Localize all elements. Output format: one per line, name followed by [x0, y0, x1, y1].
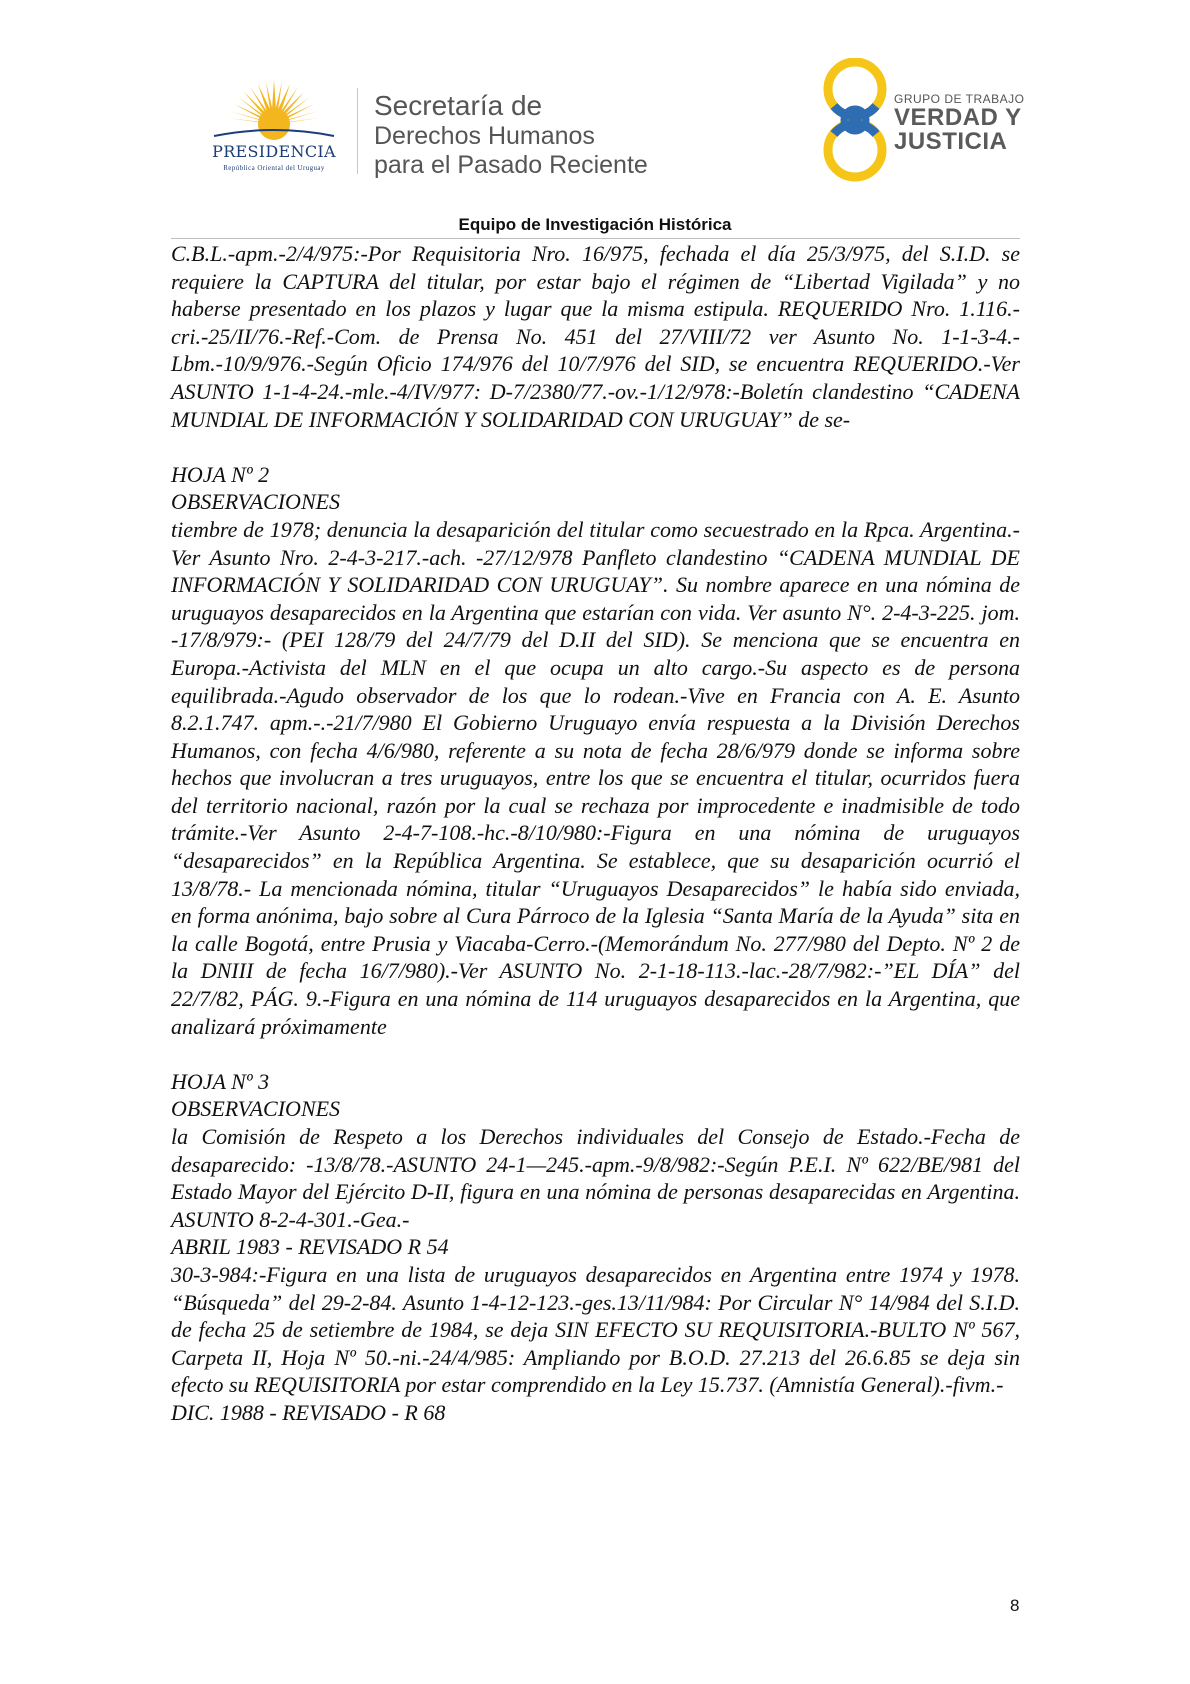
spacer [171, 433, 1020, 461]
page-number: 8 [1010, 1596, 1020, 1615]
hoja-2-heading: HOJA Nº 2 [171, 461, 270, 487]
revision-2: DIC. 1988 - REVISADO - R 68 [171, 1399, 446, 1425]
rings-icon [820, 58, 890, 183]
hoja-3-heading: HOJA Nº 3 [171, 1068, 270, 1094]
secretaria-line-3: para el Pasado Reciente [374, 151, 648, 179]
page-header [0, 0, 1190, 234]
paragraph-2: tiembre de 1978; denuncia la desaparición del titular como secuestrado en la Rpca. Argentina.- Ver Asunto Nro. 2-4-3-217.-ach. -27/12/978 Panfleto clandestino “CADENA MUNDIAL DE INFORMACIÓN Y SOLIDARIDAD CON URUGUAY”. Su nombre aparece en una nómina de uruguayos desaparecidos en la Argentina que estarían con vida. Ver asunto N°. 2-4-3-225. jom. -17/8/979:- (PEI 128/79 del 24/7/79 del D.II del SID). Se menciona que se encuentra en Europa.-Activista del MLN en el que ocupa un alto cargo.-Su aspecto es de persona equilibrada.-Agudo observador de los que lo rodean.-Vive en Francia con A. E. Asunto 8.2.1.747. apm.-.-21/7/980 El Gobierno Uruguayo envía respuesta a la División Derechos Humanos, con fecha 4/6/980, referente a su nota de fecha 28/6/979 donde se informa sobre hechos que involucran a tres uruguayos, entre los que se encuentra el titular, ocurridos fuera del territorio nacional, razón por la cual se rechaza por improcedente e inadmisible de todo trámite.-Ver Asunto 2-4-7-108.-hc.-8/10/980:-Figura en una nómina de uruguayos “desaparecidos” en la República Argentina. Se establece, que su desaparición ocurrió el 13/8/78.- La mencionada nómina, titular “Uruguayos Desaparecidos” le había sido enviada, en forma anónima, bajo sobre al Cura Párroco de la Iglesia “Santa María de la Ayuda” sita en la calle Bogotá, entre Prusia y Viacaba-Cerro.-(Memorándum No. 277/980 del Depto. Nº 2 de la DNIII de fecha 16/7/980).-Ver ASUNTO No. 2-1-18-113.-lac.-28/7/982:-”EL DÍA” del 22/7/82, PÁG. 9.-Figura en una nómina de 114 uruguayos desaparecidos en la Argentina, que analizará próximamente [171, 516, 1020, 1039]
document-body [171, 240, 1020, 1427]
grupo-line-2: JUSTICIA [894, 128, 1008, 155]
spacer [171, 1040, 1020, 1068]
presidencia-subtitle: República Oriental del Uruguay [223, 164, 325, 172]
presidencia-logo [194, 80, 354, 180]
secretaria-line-1: Secretaría de [374, 90, 543, 121]
presidencia-name: PRESIDENCIA [212, 142, 336, 161]
grupo-line-1: VERDAD Y [894, 104, 1022, 131]
verdad-justicia-logo [820, 58, 1040, 183]
observaciones-3-heading: OBSERVACIONES [171, 1096, 341, 1122]
paragraph-4: 30-3-984:-Figura en una lista de uruguayos desaparecidos en Argentina entre 1974 y 1978. “Búsqueda” del 29-2-84. Asunto 1-4-12-123.-ges.13/11/984: Por Circular N° 14/984 del S.I.D. de fecha 25 de setiembre de 1984, se deja SIN EFECTO SU REQUISITORIA.-BULTO Nº 567, Carpeta II, Hoja Nº 50.-ni.-24/4/985: Ampliando por B.O.D. 27.213 del 26.6.85 se deja sin efecto su REQUISITORIA por estar comprendido en la Ley 15.737. (Amnistía General).-fivm.- [171, 1261, 1020, 1398]
secretaria-logo [374, 90, 648, 180]
grupo-label: GRUPO DE TRABAJO [894, 92, 1025, 106]
paragraph-3: la Comisión de Respeto a los Derechos individuales del Consejo de Estado.-Fecha de desaparecido: -13/8/78.-ASUNTO 24-1—245.-apm.-9/8/982:-Según P.E.I. Nº 622/BE/981 del Estado Mayor del Ejército D-II, figura en una nómina de personas desaparecidas en Argentina. ASUNTO 8-2-4-301.-Gea.- [171, 1124, 1020, 1232]
sun-icon [194, 80, 354, 146]
header-divider [357, 88, 358, 174]
secretaria-line-2: Derechos Humanos [374, 122, 595, 150]
paragraph-1: C.B.L.-apm.-2/4/975:-Por Requisitoria Nro. 16/975, fechada el día 25/3/975, del S.I.D. se requiere la CAPTURA del titular, por estar bajo el régimen de “Libertad Vigilada” y no haberse presentado en los plazos y lugar que la misma estipula. REQUERIDO Nro. 1.116.-cri.-25/II/76.-Ref.-Com. de Prensa No. 451 del 27/VIII/72 ver Asunto No. 1-1-3-4.-Lbm.-10/9/976.-Según Oficio 174/976 del 10/7/976 del SID, se encuentra REQUERIDO.-Ver ASUNTO 1-1-4-24.-mle.-4/IV/977: D-7/2380/77.-ov.-1/12/978:-Boletín clandestino “CADENA MUNDIAL DE INFORMACIÓN Y SOLIDARIDAD CON URUGUAY” de se- [171, 241, 1020, 432]
revision-1: ABRIL 1983 - REVISADO R 54 [171, 1234, 449, 1260]
team-title: Equipo de Investigación Histórica [458, 215, 732, 234]
header-rule [171, 238, 1020, 239]
observaciones-2-heading: OBSERVACIONES [171, 489, 341, 515]
